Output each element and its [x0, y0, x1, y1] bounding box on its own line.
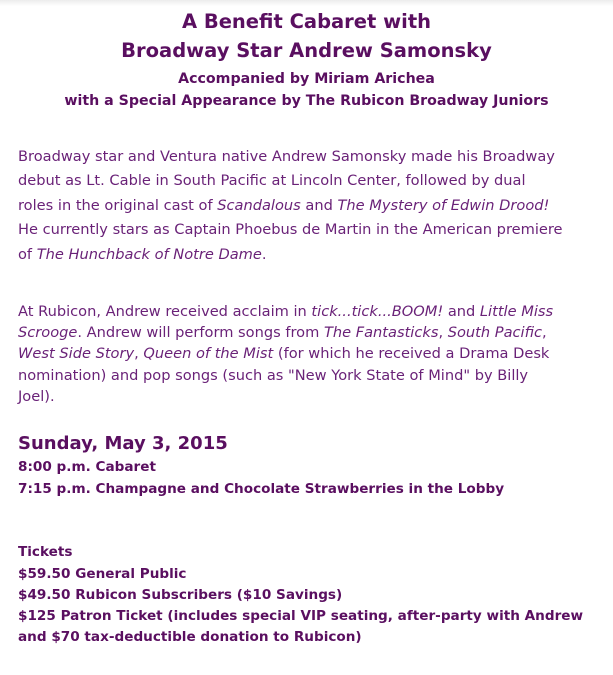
text-line: [18, 218, 608, 242]
event-time-cabaret: 8:00 p.m. Cabaret: [18, 459, 156, 475]
ticket-price-patron-cont: and $70 tax-deductible donation to Rubicon): [18, 629, 362, 645]
text-segment: ,: [438, 324, 448, 342]
italic-title: The Mystery of Edwin Drood!: [337, 196, 550, 214]
italic-title: The Hunchback of Notre Dame: [36, 245, 262, 263]
repertoire-paragraph: [18, 301, 608, 407]
top-shadow: [0, 0, 613, 6]
text-line: [18, 169, 608, 193]
text-line: [18, 194, 608, 218]
text-segment: debut as Lt. Cable in South Pacific at Lincoln Center, followed by dual: [18, 172, 526, 190]
event-date: Sunday, May 3, 2015: [18, 433, 228, 454]
ticket-price-subscribers: $49.50 Rubicon Subscribers ($10 Savings): [18, 587, 343, 603]
title-line-2: Broadway Star Andrew Samonsky: [121, 39, 492, 62]
text-segment: roles in the original cast of: [18, 196, 218, 214]
text-segment: ,: [134, 345, 144, 363]
text-segment: (for which he received a Drama Desk: [273, 345, 550, 363]
title-line-1: A Benefit Cabaret with: [181, 10, 432, 33]
ticket-price-general: $59.50 General Public: [18, 566, 187, 582]
italic-title: South Pacific: [447, 324, 543, 342]
text-segment: and: [300, 196, 338, 214]
text-segment: Broadway star and Ventura native Andrew Samonsky made his Broadway: [18, 148, 555, 165]
subtitle-line-1: Accompanied by Miriam Arichea: [178, 71, 435, 87]
text-segment: Joel).: [18, 387, 55, 405]
text-segment: nomination) and pop songs (such as "New York State of Mind" by Billy: [18, 366, 529, 384]
text-segment: of: [18, 245, 37, 263]
text-line: [18, 322, 608, 343]
text-segment: and: [443, 303, 480, 320]
italic-title: Little Miss: [479, 303, 554, 320]
subtitle-line-2: with a Special Appearance by The Rubicon Broadway Juniors: [64, 93, 549, 109]
text-line: [18, 145, 608, 169]
italic-title: The Fantasticks: [323, 324, 439, 342]
italic-title: Scandalous: [217, 196, 301, 214]
text-line: [18, 243, 608, 267]
text-segment: He currently stars as Captain Phoebus de Martin in the American premiere: [18, 221, 563, 239]
text-line: [18, 343, 608, 364]
text-line: [18, 386, 608, 407]
bio-paragraph: [18, 145, 608, 267]
text-segment: .: [261, 245, 267, 263]
ticket-price-patron: $125 Patron Ticket (includes special VIP seating, after-party with Andrew: [18, 608, 584, 624]
text-line: [18, 365, 608, 386]
tickets-heading: Tickets: [18, 544, 73, 560]
text-line: [18, 301, 608, 322]
event-time-reception: 7:15 p.m. Champagne and Chocolate Strawberries in the Lobby: [18, 481, 505, 497]
text-segment: ,: [542, 324, 547, 342]
italic-title: Scrooge: [18, 324, 78, 342]
italic-title: West Side Story: [18, 345, 135, 363]
text-segment: At Rubicon, Andrew received acclaim in: [18, 303, 312, 320]
text-segment: . Andrew will perform songs from: [77, 324, 324, 342]
italic-title: Queen of the Mist: [143, 345, 274, 363]
italic-title: tick...tick...BOOM!: [311, 303, 444, 320]
